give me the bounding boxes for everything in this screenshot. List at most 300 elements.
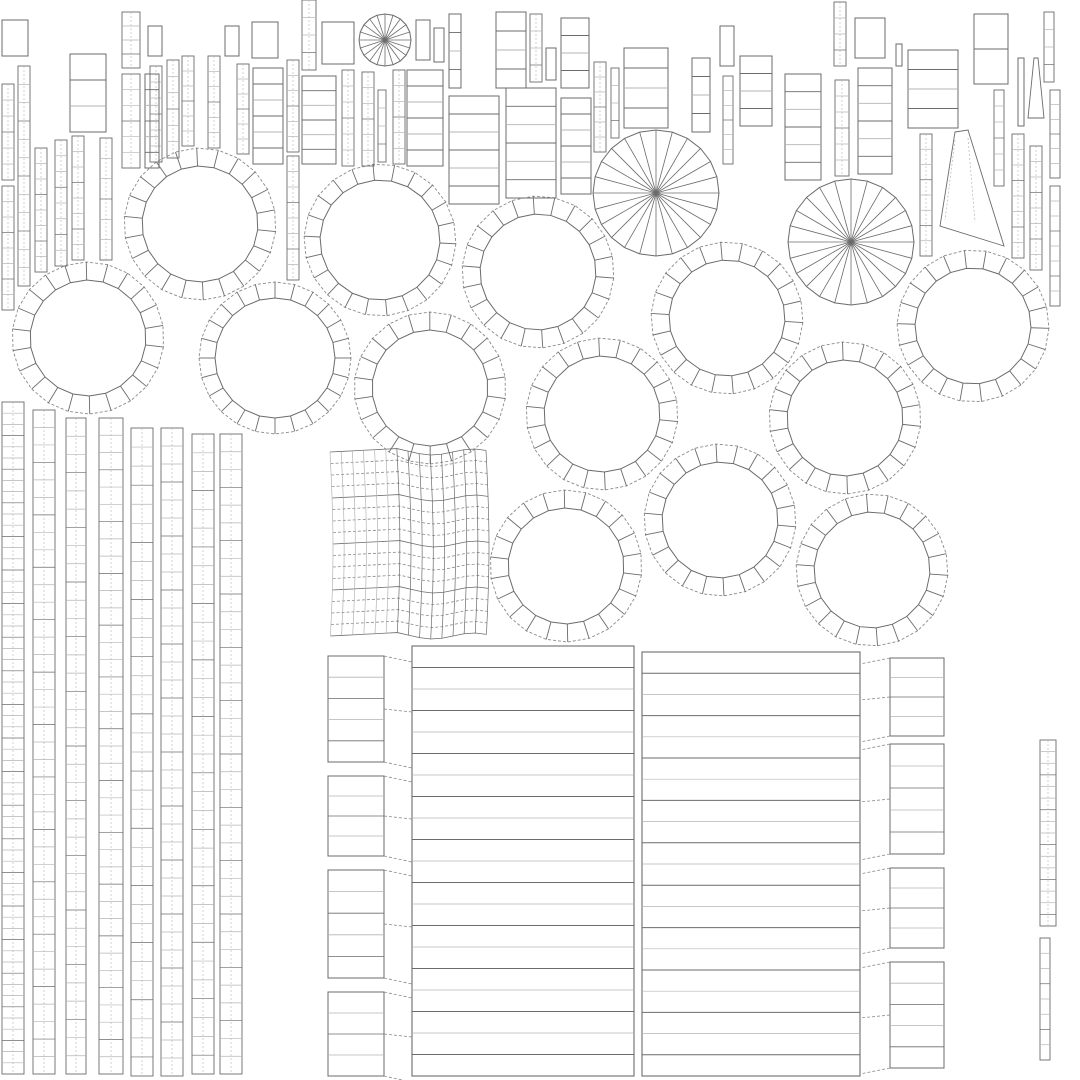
fan-spoke	[385, 40, 406, 55]
strip-island	[1044, 12, 1054, 82]
seam-connector	[384, 1034, 412, 1037]
side-block-outline	[890, 962, 944, 1068]
ring-segment-edge	[408, 315, 413, 332]
block-island	[858, 68, 892, 174]
seam-connector	[384, 1076, 412, 1080]
ring-segment-edge	[389, 437, 399, 452]
ring-segment-edge	[131, 287, 144, 299]
small-box-island	[148, 26, 162, 56]
fan-spoke	[851, 181, 867, 242]
ring-segment-edge	[141, 361, 158, 368]
ring-segment-edge	[878, 466, 888, 481]
strip-island	[2, 84, 14, 180]
ring-segment-edge	[847, 476, 848, 494]
ring-segment-edge	[821, 346, 827, 363]
ring-segment-edge	[644, 513, 662, 515]
ring-segment-edge	[558, 327, 564, 344]
ring-segment-edge	[890, 455, 904, 466]
ring-island	[651, 242, 803, 393]
ring-segment-edge	[875, 353, 884, 368]
ring-segment-edge	[598, 614, 608, 629]
ring-segment-edge	[145, 264, 158, 276]
ring-segment-edge	[254, 246, 271, 253]
ring-segment-edge	[209, 388, 223, 396]
side-block-outline	[328, 656, 384, 762]
small-box-island	[1018, 58, 1024, 126]
ring-segment-edge	[65, 266, 70, 283]
ring-segment-edge	[996, 379, 1003, 396]
ring-segment-edge	[749, 454, 758, 470]
strip-island	[1030, 146, 1042, 270]
ring-segment-edge	[487, 377, 505, 380]
ring-segment-edge	[843, 342, 844, 360]
ring-outer-edge	[124, 148, 275, 300]
ring-segment-edge	[616, 340, 620, 357]
small-box-island	[252, 22, 278, 58]
strip-island	[302, 0, 316, 70]
block-island	[70, 54, 106, 132]
ring-segment-edge	[197, 148, 198, 166]
ring-segment-edge	[609, 515, 622, 527]
ring-segment-edge	[644, 362, 657, 374]
ring-island	[355, 312, 506, 464]
ring-segment-edge	[532, 385, 549, 392]
ring-segment-edge	[551, 198, 555, 216]
ring-outer-edge	[13, 262, 164, 414]
ring-segment-edge	[566, 206, 575, 222]
ring-outer-edge	[526, 338, 677, 490]
ring-segment-edge	[811, 525, 825, 536]
ring-segment-edge	[546, 622, 551, 639]
block-island	[974, 14, 1008, 84]
ring-segment-edge	[255, 285, 259, 300]
ring-segment-edge	[754, 251, 762, 267]
fan-spoke	[385, 40, 393, 65]
ring-segment-edge	[908, 356, 923, 365]
ring-segment-edge	[103, 265, 108, 282]
ring-segment-edge	[221, 304, 232, 315]
ring-segment-edge	[721, 242, 722, 260]
ring-segment-edge	[422, 185, 433, 197]
ring-segment-edge	[900, 503, 909, 519]
ring-segment-edge	[836, 621, 845, 637]
ring-segment-edge	[120, 386, 130, 401]
fan-spoke	[385, 40, 400, 61]
ring-outer-edge	[769, 342, 920, 494]
ring-segment-edge	[372, 338, 386, 350]
ring-segment-edge	[762, 467, 775, 479]
ring-segment-edge	[676, 458, 687, 473]
fan-spoke	[370, 40, 385, 61]
seam-connector	[384, 992, 412, 998]
block-island	[253, 68, 283, 164]
ring-segment-edge	[845, 499, 851, 516]
seam-connector	[384, 656, 412, 662]
ring-segment-edge	[802, 355, 812, 370]
ring-segment-edge	[944, 256, 951, 273]
ring-segment-edge	[306, 254, 322, 258]
ring-segment-edge	[572, 319, 583, 334]
ring-segment-edge	[32, 377, 45, 389]
ring-segment-edge	[584, 470, 588, 487]
ring-segment-edge	[929, 554, 947, 558]
ring-segment-edge	[785, 321, 803, 322]
fan-spoke	[377, 40, 385, 65]
ring-segment-edge	[432, 202, 446, 210]
long-strip	[33, 410, 55, 1074]
ring-segment-edge	[175, 152, 181, 169]
ring-segment-edge	[501, 323, 510, 339]
strip-island	[378, 90, 386, 162]
ring-segment-edge	[789, 457, 802, 469]
ring-segment-edge	[611, 603, 625, 614]
ring-segment-edge	[660, 473, 674, 484]
ring-segment-edge	[182, 280, 186, 297]
seam-connector	[384, 870, 412, 876]
ring-segment-edge	[805, 598, 821, 607]
ring-segment-edge	[682, 570, 691, 586]
ring-inner-edge	[30, 280, 145, 396]
block-island	[407, 70, 443, 166]
ring-segment-edge	[408, 173, 415, 187]
ring-segment-edge	[1031, 328, 1049, 329]
ring-segment-edge	[589, 236, 605, 244]
ring-segment-edge	[526, 406, 544, 408]
strip-island	[594, 62, 606, 152]
ring-segment-edge	[124, 216, 142, 218]
ring-segment-edge	[140, 305, 156, 313]
ring-segment-edge	[162, 274, 171, 290]
seam-connector	[860, 799, 890, 802]
seam-connector	[384, 776, 412, 782]
strip-island	[835, 80, 849, 176]
ring-segment-edge	[327, 320, 341, 328]
ring-segment-edge	[534, 440, 550, 448]
ring-segment-edge	[656, 436, 673, 443]
ring-island	[526, 338, 677, 490]
block-island	[496, 12, 526, 88]
seam-connector	[860, 854, 890, 860]
strip-island	[72, 136, 84, 260]
ring-segment-edge	[856, 627, 860, 645]
ring-segment-edge	[45, 275, 55, 290]
fan-spoke	[656, 193, 717, 209]
ring-segment-edge	[860, 344, 865, 361]
ring-segment-edge	[237, 410, 245, 424]
ring-segment-edge	[471, 299, 487, 307]
ring-segment-edge	[579, 219, 592, 232]
ring-segment-edge	[926, 590, 943, 596]
ring-segment-edge	[484, 313, 497, 326]
ring-segment-edge	[305, 292, 313, 306]
fan-spoke	[851, 242, 867, 303]
ring-segment-edge	[202, 282, 203, 300]
small-box-island	[416, 20, 430, 60]
block-outline	[70, 54, 106, 132]
ring-segment-edge	[784, 301, 802, 305]
ring-island	[796, 494, 948, 646]
ring-island	[199, 282, 351, 434]
ring-segment-edge	[542, 330, 543, 348]
fan-island	[788, 179, 914, 305]
ring-segment-edge	[221, 400, 232, 411]
fan-spoke	[790, 226, 851, 242]
side-block-outline	[328, 870, 384, 978]
ring-segment-edge	[20, 363, 36, 371]
ring-island	[462, 196, 614, 348]
ring-segment-edge	[547, 454, 560, 466]
seam-connector	[384, 924, 412, 927]
block-island	[561, 18, 589, 88]
ring-segment-edge	[527, 425, 545, 428]
ring-segment-edge	[291, 416, 295, 431]
panel-island	[642, 652, 944, 1076]
ring-segment-edge	[156, 162, 166, 177]
seam-connector	[860, 962, 890, 968]
ring-segment-edge	[674, 359, 687, 372]
ring-segment-edge	[237, 292, 245, 306]
fan-spoke	[835, 242, 851, 303]
fan-spoke	[385, 40, 410, 48]
ring-segment-edge	[333, 338, 348, 342]
ring-segment-edge	[345, 293, 352, 307]
strip-island	[237, 64, 249, 154]
ring-segment-edge	[543, 494, 548, 511]
strip-island	[122, 12, 140, 68]
strip-island	[1040, 740, 1056, 926]
ring-segment-edge	[618, 533, 634, 541]
strip-island	[287, 156, 299, 280]
ring-segment-edge	[826, 509, 837, 523]
block-island	[145, 74, 159, 168]
ring-inner-edge	[662, 462, 778, 578]
ring-segment-edge	[655, 292, 672, 298]
strip-island	[362, 72, 374, 166]
ring-segment-edge	[702, 576, 706, 594]
strip-island	[920, 134, 932, 256]
seam-connector	[860, 868, 890, 874]
small-box-island	[896, 44, 902, 66]
ring-segment-edge	[1028, 344, 1045, 350]
ring-segment-edge	[866, 494, 867, 512]
ring-islands	[13, 148, 1049, 646]
ring-segment-edge	[258, 230, 276, 232]
seam-connector	[384, 709, 412, 712]
panel-islands	[328, 646, 944, 1080]
ring-segment-edge	[389, 324, 399, 339]
ring-segment-edge	[483, 412, 499, 419]
ring-segment-edge	[596, 277, 614, 278]
ring-segment-edge	[754, 567, 765, 582]
ring-segment-edge	[209, 320, 223, 328]
ring-segment-edge	[595, 256, 613, 260]
fan-spoke	[790, 242, 851, 258]
ring-segment-edge	[446, 315, 451, 332]
ring-segment-edge	[766, 556, 780, 567]
ring-segment-edge	[768, 264, 781, 277]
ring-segment-edge	[899, 440, 916, 447]
small-box-island	[2, 20, 28, 56]
ring-segment-edge	[863, 473, 869, 490]
ring-segment-edge	[361, 357, 377, 364]
ring-segment-edge	[478, 226, 492, 237]
ring-segment-edge	[980, 384, 982, 402]
strip-island	[150, 66, 162, 162]
ring-segment-edge	[645, 531, 663, 534]
ring-inner-edge	[480, 214, 596, 330]
ring-segment-edge	[782, 338, 799, 344]
ring-segment-edge	[621, 469, 627, 486]
long-strip	[2, 402, 24, 1074]
ring-segment-edge	[635, 461, 645, 476]
ring-inner-edge	[142, 166, 257, 282]
spike-island	[1028, 58, 1044, 118]
block-island	[785, 74, 821, 180]
ring-segment-edge	[647, 450, 661, 461]
strip-island	[994, 90, 1004, 186]
seam-connector	[860, 1068, 890, 1074]
ring-island	[491, 490, 642, 642]
ring-segment-edge	[769, 410, 787, 412]
ring-segment-edge	[526, 615, 535, 630]
long-strip	[192, 434, 214, 1074]
ring-segment-edge	[496, 536, 513, 543]
ring-segment-edge	[483, 356, 499, 364]
ring-segment-edge	[314, 270, 328, 278]
ring-segment-edge	[1029, 307, 1046, 312]
ring-segment-edge	[402, 296, 408, 311]
ring-segment-edge	[464, 284, 482, 288]
long-strip	[161, 428, 183, 1076]
ring-inner-edge	[669, 260, 785, 376]
ring-segment-edge	[798, 582, 816, 586]
ring-inner-edge	[544, 356, 659, 472]
ring-segment-edge	[826, 474, 831, 491]
ring-segment-edge	[252, 189, 268, 197]
ring-segment-edge	[202, 374, 217, 378]
ring-segment-edge	[960, 383, 963, 401]
ring-segment-edge	[774, 352, 789, 363]
ring-segment-edge	[373, 164, 374, 180]
ring-segment-edge	[892, 624, 898, 641]
ring-segment-edge	[930, 574, 948, 575]
fan-spoke	[360, 32, 385, 40]
panel-island	[328, 646, 634, 1080]
ring-segment-edge	[899, 341, 916, 346]
ring-segment-edge	[712, 375, 716, 393]
ring-segment-edge	[876, 628, 877, 646]
ring-segment-edge	[352, 169, 358, 184]
ring-segment-edge	[771, 485, 787, 493]
ring-segment-edge	[13, 329, 31, 331]
ring-segment-edge	[487, 396, 505, 399]
ring-segment-edge	[897, 324, 915, 325]
ring-segment-edge	[474, 338, 488, 350]
small-box-island	[434, 28, 444, 62]
ring-segment-edge	[649, 492, 666, 499]
ring-segment-edge	[918, 605, 932, 616]
ring-segment-edge	[1012, 270, 1024, 283]
small-box-island	[322, 22, 354, 64]
ring-segment-edge	[964, 250, 966, 268]
ring-segment-edge	[130, 195, 147, 202]
ring-segment-edge	[923, 533, 939, 542]
ring-segment-edge	[291, 285, 295, 300]
strip-island	[834, 2, 846, 66]
fan-spoke	[640, 132, 656, 193]
fan-spoke	[364, 25, 385, 40]
ring-segment-edge	[777, 505, 795, 508]
strip-island	[611, 68, 619, 138]
fan-spoke	[385, 32, 410, 40]
small-box-island	[720, 26, 734, 66]
ring-segment-edge	[333, 180, 343, 193]
seam-connector	[860, 736, 890, 742]
ring-segment-edge	[118, 273, 127, 288]
ring-segment-edge	[491, 576, 509, 579]
block-islands	[2, 12, 1044, 246]
ring-segment-edge	[558, 352, 568, 367]
fan-spoke	[595, 177, 656, 193]
ring-segment-edge	[440, 243, 456, 244]
ring-island	[644, 444, 795, 596]
seam-connector	[860, 658, 890, 664]
ring-segment-edge	[386, 300, 387, 316]
fan-spoke	[385, 19, 400, 40]
ring-segment-edge	[584, 621, 589, 638]
ring-segment-edge	[48, 387, 57, 402]
seam-connector	[384, 762, 412, 768]
long-strip	[99, 418, 123, 1074]
ring-inner-edge	[215, 298, 335, 418]
ring-inner-edge	[320, 180, 440, 299]
ring-segment-edge	[391, 165, 394, 181]
fan-spoke	[851, 242, 912, 258]
strip-island	[1050, 90, 1060, 178]
ring-segment-edge	[304, 236, 320, 237]
fan-spoke	[595, 193, 656, 209]
ring-segment-edge	[624, 573, 642, 575]
ring-segment-edge	[521, 329, 525, 347]
strip-island	[530, 14, 542, 82]
fan-spoke	[385, 25, 406, 40]
ring-segment-edge	[498, 591, 514, 599]
block-island	[908, 50, 958, 128]
ring-segment-edge	[777, 444, 793, 452]
ring-segment-edge	[732, 376, 733, 394]
ring-segment-edge	[651, 313, 669, 314]
ring-segment-edge	[493, 211, 504, 226]
ring-inner-edge	[814, 512, 930, 628]
ring-segment-edge	[13, 348, 31, 351]
fan-spoke	[656, 132, 672, 193]
ring-segment-edge	[739, 244, 743, 262]
ring-segment-edge	[775, 389, 792, 396]
ring-segment-edge	[748, 372, 754, 389]
ring-segment-edge	[18, 308, 35, 315]
strip-island	[1012, 134, 1024, 258]
ring-outer-edge	[491, 490, 642, 642]
block-island	[740, 56, 772, 126]
ring-segment-edge	[462, 266, 480, 267]
ring-segment-edge	[305, 410, 313, 424]
strip-island	[100, 138, 112, 260]
fan-spoke	[370, 19, 385, 40]
strip-island	[1040, 938, 1050, 1060]
ring-segment-edge	[577, 342, 583, 359]
ring-segment-edge	[125, 235, 143, 238]
ring-island	[13, 262, 164, 414]
